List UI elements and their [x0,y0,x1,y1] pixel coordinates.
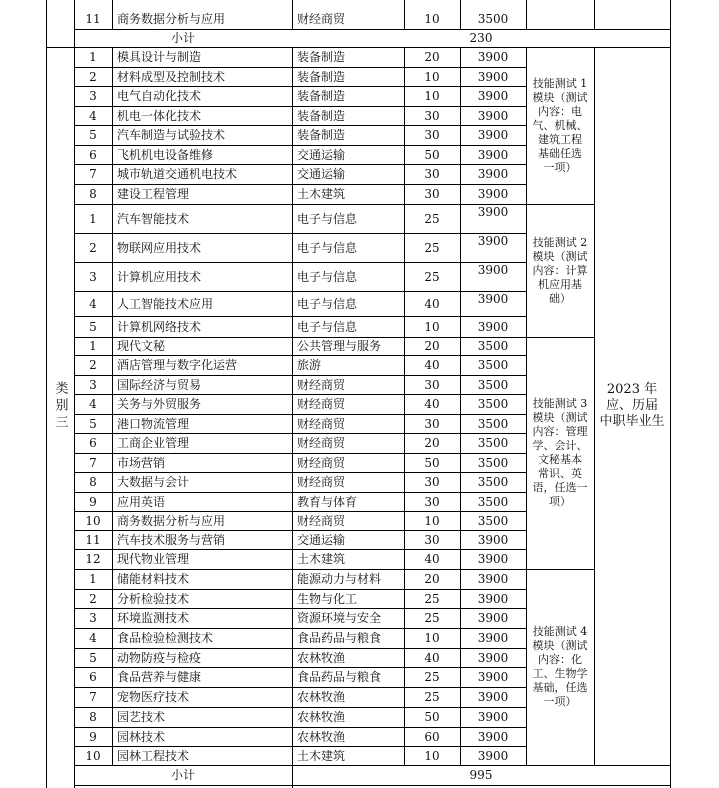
row-count: 40 [424,650,440,665]
row-no: 12 [85,552,101,566]
row-no: 5 [89,650,97,665]
row-category: 食品药品与粮食 [297,631,382,645]
row-fee: 3900 [477,187,509,201]
row-no: 6 [89,436,97,450]
row-category: 农林牧渔 [297,650,346,665]
grid-line [670,0,671,788]
row-category: 装备制造 [297,108,346,123]
grid-line [74,569,595,570]
row-no: 4 [89,631,97,645]
grid-line [74,125,527,126]
row-count: 40 [424,358,440,372]
row-major: 宠物医疗技术 [117,690,190,704]
row-category: 财经商贸 [297,455,346,470]
row-fee: 3900 [477,69,509,84]
row-fee: 3900 [477,591,509,606]
row-major: 建设工程管理 [117,187,190,201]
row-fee: 3900 [477,710,509,724]
grid-line [74,145,527,146]
row-count: 50 [424,147,440,162]
row-major: 食品营养与健康 [117,670,202,684]
row-no: 11 [85,532,101,547]
row-fee: 3900 [477,690,509,704]
row-major: 动物防疫与检疫 [117,650,202,665]
row-major: 计算机应用技术 [117,269,202,284]
grid-line [74,67,527,68]
row-count: 30 [424,377,440,392]
row-count: 50 [424,455,440,470]
grid-line [74,164,527,165]
row-no: 7 [89,167,97,181]
grid-line [594,0,595,30]
row-category: 财经商贸 [297,475,346,489]
grid-line [74,492,527,493]
row-category: 装备制造 [297,128,346,142]
row-fee: 3500 [477,358,509,372]
row-major: 汽车技术服务与营销 [117,532,226,547]
row-no: 3 [89,89,97,103]
grid-line [74,785,671,786]
row-fee: 3900 [477,552,509,566]
row-category: 土木建筑 [297,748,346,763]
row-count: 10 [424,69,440,84]
row-count: 30 [424,416,440,431]
row-no: 2 [89,358,97,372]
row-no: 1 [89,50,97,64]
row-major: 模具设计与制造 [117,50,202,64]
row-category: 资源环境与安全 [297,611,382,625]
row-fee: 3900 [477,89,509,103]
row-major: 材料成型及控制技术 [117,69,226,84]
grid-line [74,727,527,728]
row-category: 电子与信息 [297,296,358,311]
row-fee: 3900 [477,631,509,645]
grid-line [74,414,527,415]
row-fee: 3500 [477,513,509,528]
grid-line [74,433,527,434]
row-fee: 3500 [477,397,509,411]
eligibility-cell: 2023 年 应、历届 中职毕业生 [599,382,665,429]
row-no: 8 [89,710,97,724]
row-count: 60 [424,729,440,744]
row-count: 30 [424,187,440,201]
row-category: 旅游 [297,358,322,372]
row-fee: 3900 [477,205,509,219]
row-category: 电子与信息 [297,211,358,226]
row-no: 7 [89,690,97,704]
row-major: 市场营销 [117,455,166,470]
row-category: 农林牧渔 [297,690,346,704]
skill-test-module-3: 技能测试 3 模块（测试 内容：管理 学、会计、 文秘基本 常识、英 语，任选一 项） [532,397,588,508]
group-label: 类别三 [52,380,68,432]
row-major: 园林工程技术 [117,748,190,763]
row-major: 现代文秘 [117,339,166,353]
grid-line [526,47,527,766]
row-no: 5 [89,319,97,334]
row-category: 交通运输 [297,532,346,547]
row-major: 园林技术 [117,729,166,744]
row-no: 10 [85,748,101,763]
grid-line [74,765,671,766]
row-major: 国际经济与贸易 [117,377,202,392]
row-major: 电气自动化技术 [117,89,202,103]
grid-line [74,375,527,376]
row-no: 9 [89,494,97,509]
grid-line [292,0,293,30]
row-count: 20 [424,50,440,64]
row-category: 土木建筑 [297,187,346,201]
row-count: 25 [424,670,440,684]
row-category: 交通运输 [297,167,346,181]
row-no: 1 [89,211,97,226]
row-no: 2 [89,591,97,606]
grid-line [74,355,527,356]
row-category: 装备制造 [297,69,346,84]
skill-test-module-1: 技能测试 1 模块（测试 内容：电 气、机械、 建筑工程 基础任选 一项） [532,76,588,174]
grid-line [404,47,405,766]
row-category: 电子与信息 [297,319,358,334]
row-fee: 3900 [477,128,509,142]
row-category: 财经商贸 [297,436,346,450]
row-major: 环境监测技术 [117,611,190,625]
row-fee: 3500 [477,475,509,489]
row-fee: 3900 [477,263,509,277]
row-major: 应用英语 [117,494,166,509]
row-count: 20 [424,436,440,450]
row-major: 物联网应用技术 [117,240,202,255]
grid-line [74,589,527,590]
grid-line [74,204,595,205]
subtotal-bottom-value: 995 [469,768,493,782]
row-count: 30 [424,128,440,142]
row-fee: 3900 [477,108,509,123]
row-category: 食品药品与粮食 [297,670,382,684]
row-fee: 3900 [477,670,509,684]
row-major: 工商企业管理 [117,436,190,450]
grid-line [594,47,595,766]
row-major: 商务数据分析与应用 [117,513,226,528]
subtotal-top-label: 小计 [170,31,195,45]
grid-line [46,47,671,48]
row-count: 40 [424,296,440,311]
row-count: 20 [424,339,440,353]
row-category: 财经商贸 [297,513,346,528]
grid-line [74,707,527,708]
row-count: 30 [424,494,440,509]
row-category: 生物与化工 [297,591,358,606]
grid-line [74,628,527,629]
row-major: 飞机机电设备维修 [117,147,214,162]
row-no: 4 [89,296,97,311]
grid-line [74,530,527,531]
row-category: 公共管理与服务 [297,339,382,353]
row-no: 5 [89,416,97,431]
grid-line [112,0,113,30]
row-category: 财经商贸 [297,397,346,411]
row-fee: 3900 [477,611,509,625]
row-category: 交通运输 [297,147,346,162]
row-fee: 3900 [477,234,509,248]
row-count: 10 [424,89,440,103]
subtotal-top-value: 230 [469,31,493,45]
row-fee: 3900 [477,729,509,744]
row-major: 酒店管理与数字化运营 [117,358,238,372]
row-major: 汽车制造与试验技术 [117,128,226,142]
row-no: 6 [89,147,97,162]
row-count: 25 [424,690,440,704]
grid-line [526,0,527,30]
row-major: 大数据与会计 [117,475,190,489]
grid-line [74,608,527,609]
top-row-major: 商务数据分析与应用 [117,12,226,26]
row-count: 40 [424,397,440,411]
row-major: 储能材料技术 [117,572,190,586]
row-count: 25 [424,591,440,606]
grid-line [74,337,595,338]
row-no: 2 [89,240,97,255]
grid-line [74,262,527,263]
row-fee: 3900 [477,572,509,586]
row-major: 现代物业管理 [117,552,190,566]
row-count: 25 [424,211,440,226]
skill-test-module-4: 技能测试 4 模块（测试 内容：化 工、生物学 基础，任选 一项） [532,625,588,708]
grid-line [74,453,527,454]
row-count: 50 [424,710,440,724]
row-count: 25 [424,269,440,284]
grid-line [112,47,113,766]
skill-test-module-2: 技能测试 2 模块（测试 内容：计算 机应用基 础） [532,235,588,305]
row-count: 20 [424,572,440,586]
row-no: 7 [89,455,97,470]
row-fee: 3500 [477,455,509,470]
row-no: 4 [89,397,97,411]
row-fee: 3500 [477,436,509,450]
row-major: 计算机网络技术 [117,319,202,334]
row-fee: 3900 [477,319,509,334]
row-no: 2 [89,69,97,84]
grid-line [404,0,405,30]
row-no: 3 [89,611,97,625]
top-row-category: 财经商贸 [297,12,346,26]
row-count: 30 [424,167,440,181]
row-major: 园艺技术 [117,710,166,724]
row-no: 6 [89,670,97,684]
row-count: 25 [424,611,440,625]
grid-line [74,549,527,550]
grid-line [460,47,461,766]
row-no: 5 [89,128,97,142]
row-category: 电子与信息 [297,240,358,255]
row-major: 港口物流管理 [117,416,190,431]
grid-line [74,29,671,30]
row-count: 30 [424,532,440,547]
row-count: 40 [424,552,440,566]
row-major: 食品检验检测技术 [117,631,214,645]
row-no: 3 [89,269,97,284]
grid-line [74,233,527,234]
row-major: 关务与外贸服务 [117,397,202,411]
grid-line [292,47,293,788]
grid-line [74,394,527,395]
row-major: 汽车智能技术 [117,211,190,226]
row-fee: 3500 [477,377,509,392]
row-category: 农林牧渔 [297,710,346,724]
row-fee: 3900 [477,147,509,162]
grid-line [74,86,527,87]
row-major: 分析检验技术 [117,591,190,606]
row-no: 8 [89,187,97,201]
row-category: 装备制造 [297,50,346,64]
top-row-count: 10 [424,12,440,26]
row-no: 4 [89,108,97,123]
subtotal-bottom-label: 小计 [170,768,195,782]
row-category: 装备制造 [297,89,346,103]
row-fee: 3500 [477,416,509,431]
row-no: 1 [89,572,97,586]
row-fee: 3500 [477,494,509,509]
row-no: 3 [89,377,97,392]
row-count: 30 [424,475,440,489]
grid-line [460,0,461,30]
row-fee: 3900 [477,532,509,547]
grid-line [74,184,527,185]
row-category: 财经商贸 [297,377,346,392]
row-major: 人工智能技术应用 [117,296,214,311]
row-major: 城市轨道交通机电技术 [117,167,238,181]
grid-line [74,667,527,668]
row-fee: 3900 [477,50,509,64]
row-count: 10 [424,513,440,528]
row-count: 25 [424,240,440,255]
grid-line [74,687,527,688]
row-count: 10 [424,631,440,645]
grid-line [74,511,527,512]
top-row-no: 11 [85,12,101,26]
grid-line [74,316,527,317]
grid-line [74,746,527,747]
row-category: 教育与体育 [297,494,358,509]
grid-line [74,291,527,292]
grid-line [46,0,47,788]
grid-line [74,106,527,107]
row-category: 农林牧渔 [297,729,346,744]
row-fee: 3900 [477,167,509,181]
row-category: 土木建筑 [297,552,346,566]
row-no: 10 [85,513,101,528]
row-count: 10 [424,319,440,334]
top-row-fee: 3500 [477,12,509,26]
row-fee: 3500 [477,339,509,353]
row-fee: 3900 [477,650,509,665]
row-count: 10 [424,748,440,763]
grid-line [74,472,527,473]
row-no: 8 [89,475,97,489]
row-category: 电子与信息 [297,269,358,284]
row-fee: 3900 [477,292,509,306]
row-no: 9 [89,729,97,744]
grid-line [74,648,527,649]
row-fee: 3900 [477,748,509,763]
row-category: 能源动力与材料 [297,572,382,586]
row-no: 1 [89,339,97,353]
row-count: 30 [424,108,440,123]
row-major: 机电一体化技术 [117,108,202,123]
row-category: 财经商贸 [297,416,346,431]
